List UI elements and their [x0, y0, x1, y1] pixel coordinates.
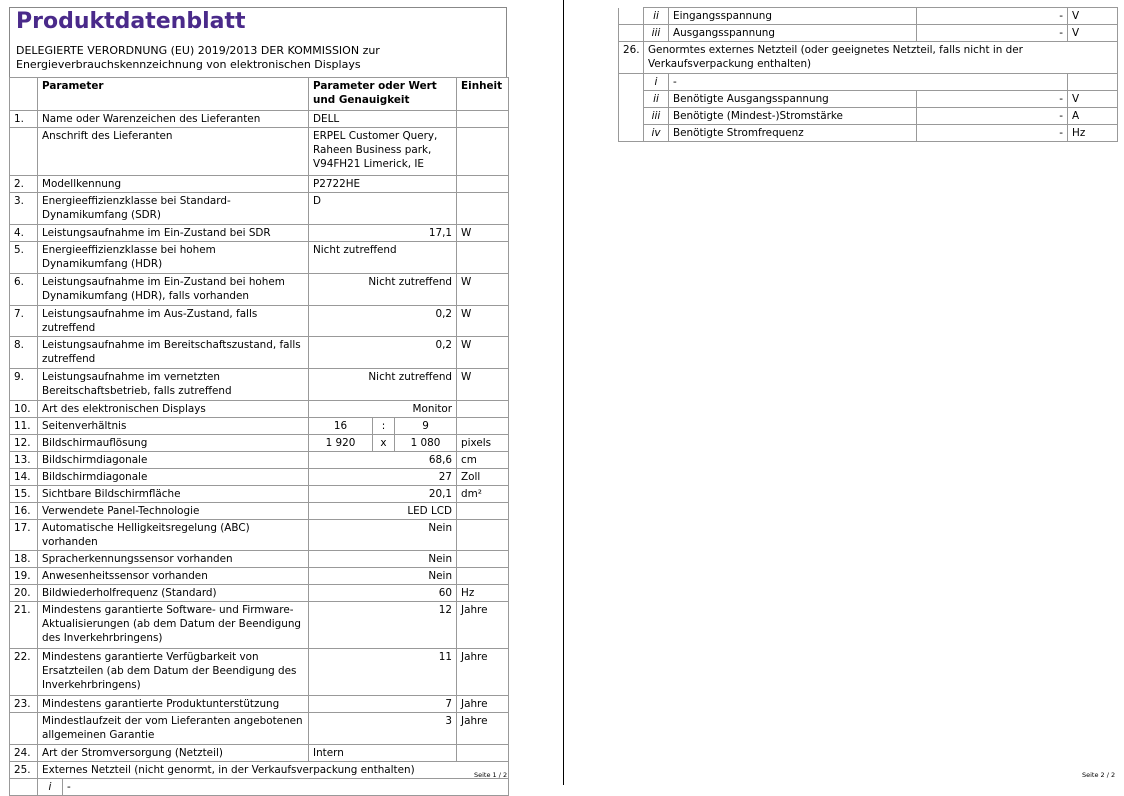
table-row: 1. Name oder Warenzeichen des Lieferanten DELL: [10, 111, 509, 128]
table-row: 13. Bildschirmdiagonale 68,6 cm: [10, 452, 509, 469]
header-value: Parameter oder Wert und Genauigkeit: [309, 78, 457, 111]
page-number-2: Seite 2 / 2: [1082, 771, 1116, 779]
table-row: Mindestlaufzeit der vom Lieferanten angebotenen allgemeinen Garantie 3 Jahre: [10, 713, 509, 745]
table-row: 26. Genormtes externes Netzteil (oder geeignetes Netzteil, falls nicht in der Verkaufsverpackung enthalten): [619, 42, 1118, 74]
table-row: 4. Leistungsaufnahme im Ein-Zustand bei SDR 17,1 W: [10, 225, 509, 242]
subtitle-line-1: DELEGIERTE VERORDNUNG (EU) 2019/2013 DER KOMMISSION zur: [16, 44, 380, 57]
table-row: 24. Art der Stromversorgung (Netzteil) Intern: [10, 745, 509, 762]
table-row: 22. Mindestens garantierte Verfügbarkeit von Ersatzteilen (ab dem Datum der Beendigung des Inverkehrbringens) 11 Jahre: [10, 649, 509, 696]
header-parameter: Parameter: [38, 78, 309, 111]
table-row: iii Benötigte (Mindest-)Stromstärke - A: [619, 108, 1118, 125]
table-row: 17. Automatische Helligkeitsregelung (ABC) vorhanden Nein: [10, 520, 509, 551]
table-row: 15. Sichtbare Bildschirmfläche 20,1 dm²: [10, 486, 509, 503]
header-unit: Einheit: [457, 78, 509, 111]
table-row: ii Benötigte Ausgangsspannung - V: [619, 91, 1118, 108]
table-row: iii Ausgangsspannung - V: [619, 25, 1118, 42]
table-row: 21. Mindestens garantierte Software- und Firmware-Aktualisierungen (ab dem Datum der Beendigung des Inverkehrbringens) 12 Jahre: [10, 602, 509, 649]
table-row: 18. Spracherkennungssensor vorhanden Nein: [10, 551, 509, 568]
table-row: 10. Art des elektronischen Displays Monitor: [10, 401, 509, 418]
table-row: 6. Leistungsaufnahme im Ein-Zustand bei hohem Dynamikumfang (HDR), falls vorhanden Nicht zutreffend W: [10, 274, 509, 306]
page-number-1: Seite 1 / 2: [474, 771, 508, 779]
table-row: Anschrift des Lieferanten ERPEL Customer Query, Raheen Business park, V94FH21 Limerick, IE: [10, 128, 509, 176]
table-row: 5. Energieeffizienzklasse bei hohem Dynamikumfang (HDR) Nicht zutreffend: [10, 242, 509, 274]
table-header-row: [10, 78, 509, 111]
table-row: 20. Bildwiederholfrequenz (Standard) 60 Hz: [10, 585, 509, 602]
page-1: [0, 0, 563, 793]
product-data-table-continued: [618, 7, 1118, 142]
table-row: i -: [619, 74, 1118, 91]
table-row: 7. Leistungsaufnahme im Aus-Zustand, falls zutreffend 0,2 W: [10, 306, 509, 337]
table-row: i -: [10, 779, 509, 796]
table-row: 16. Verwendete Panel-Technologie LED LCD: [10, 503, 509, 520]
table-row: 19. Anwesenheitssensor vorhanden Nein: [10, 568, 509, 585]
page-title: Produktdatenblatt: [16, 9, 246, 34]
table-row: iv Benötigte Stromfrequenz - Hz: [619, 125, 1118, 142]
regulation-subtitle: [16, 44, 380, 72]
table-row: 9. Leistungsaufnahme im vernetzten Bereitschaftsbetrieb, falls zutreffend Nicht zutreffend W: [10, 369, 509, 401]
table-row: 14. Bildschirmdiagonale 27 Zoll: [10, 469, 509, 486]
page-divider: [563, 0, 564, 785]
product-data-table: [9, 77, 509, 796]
title-box: [9, 7, 507, 77]
table-row: ii Eingangsspannung - V: [619, 8, 1118, 25]
subtitle-line-2: Energieverbrauchskennzeichnung von elektronischen Displays: [16, 58, 361, 71]
table-row: 23. Mindestens garantierte Produktunterstützung 7 Jahre: [10, 696, 509, 713]
table-row: 3. Energieeffizienzklasse bei Standard-Dynamikumfang (SDR) D: [10, 193, 509, 225]
table-row: 12. Bildschirmauflösung 1 920 x 1 080 pixels: [10, 435, 509, 452]
table-row: 2. Modellkennung P2722HE: [10, 176, 509, 193]
table-row: 11. Seitenverhältnis 16 : 9: [10, 418, 509, 435]
table-row: 8. Leistungsaufnahme im Bereitschaftszustand, falls zutreffend 0,2 W: [10, 337, 509, 369]
table-row: 25. Externes Netzteil (nicht genormt, in der Verkaufsverpackung enthalten): [10, 762, 509, 779]
